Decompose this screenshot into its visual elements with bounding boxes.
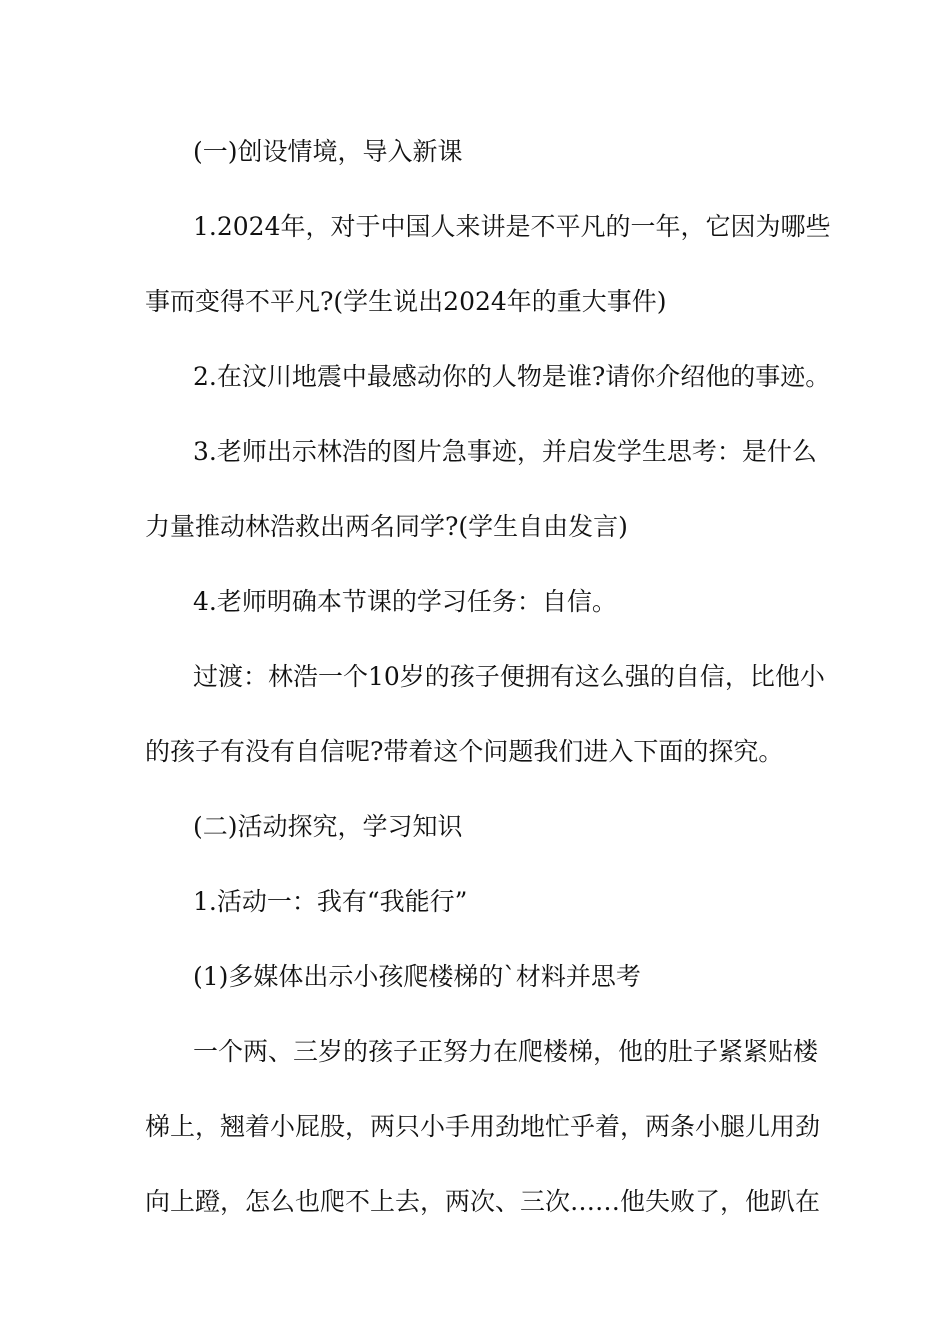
paragraph-line: 梯上，翘着小屁股，两只小手用劲地忙乎着，两条小腿儿用劲 — [145, 1112, 821, 1141]
paragraph-line: 4.老师明确本节课的学习任务：自信。 — [193, 587, 617, 616]
paragraph-line: 1.2024年，对于中国人来讲是不平凡的一年，它因为哪些 — [193, 212, 831, 241]
section-heading-1: (一)创设情境，导入新课 — [193, 137, 463, 166]
paragraph-line: 的孩子有没有自信呢?带着这个问题我们进入下面的探究。 — [145, 737, 784, 766]
paragraph-line: 一个两、三岁的孩子正努力在爬楼梯，他的肚子紧紧贴楼 — [193, 1037, 819, 1066]
paragraph-line: 向上蹬，怎么也爬不上去，两次、三次……他失败了，他趴在 — [145, 1187, 821, 1216]
paragraph-line: 2.在汶川地震中最感动你的人物是谁?请你介绍他的事迹。 — [193, 362, 831, 391]
paragraph-line: 力量推动林浩救出两名同学?(学生自由发言) — [145, 512, 628, 541]
section-heading-2: (二)活动探究，学习知识 — [193, 812, 463, 841]
paragraph-line: (1)多媒体出示小孩爬楼梯的`材料并思考 — [193, 962, 641, 991]
paragraph-line: 3.老师出示林浩的图片急事迹，并启发学生思考：是什么 — [193, 437, 817, 466]
paragraph-line: 事而变得不平凡?(学生说出2024年的重大事件) — [145, 287, 667, 316]
paragraph-line: 过渡：林浩一个10岁的孩子便拥有这么强的自信，比他小 — [193, 662, 825, 691]
paragraph-line: 1.活动一：我有“我能行” — [193, 887, 468, 916]
